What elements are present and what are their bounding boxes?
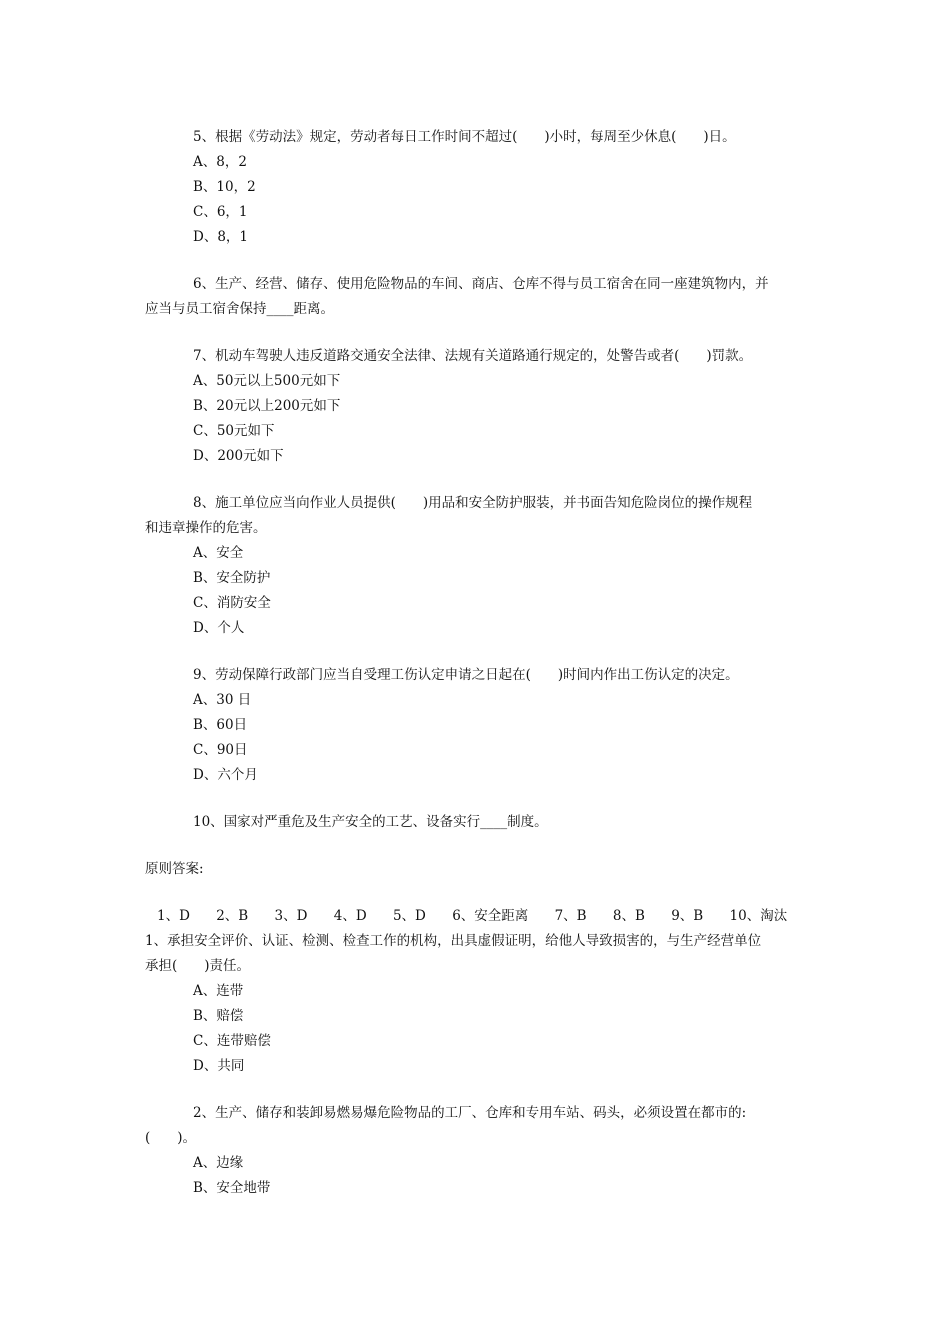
answer-item: 9、B [671, 908, 704, 924]
question-8-option-c: C、消防安全 [193, 595, 271, 611]
question-9-option-a: A、30 日 [193, 692, 252, 708]
question-5-option-d: D、8，1 [193, 229, 249, 245]
part2-question-2-option-b: B、安全地带 [193, 1180, 271, 1196]
question-8-text: 8、施工单位应当向作业人员提供( )用品和安全防护服装，并书面告知危险岗位的操作规程 [193, 495, 753, 511]
question-8-option-b: B、安全防护 [193, 570, 271, 586]
question-5-text: 5、根据《劳动法》规定，劳动者每日工作时间不超过( )小时，每周至少休息( )日。 [193, 129, 736, 145]
answer-item: 2、B [216, 908, 249, 924]
question-9-option-b: B、60日 [193, 717, 248, 733]
answer-item: 5、D [392, 908, 426, 924]
question-8-option-d: D、个人 [193, 620, 245, 636]
part2-question-1-option-b: B、赔偿 [193, 1008, 244, 1024]
part2-question-1-option-a: A、连带 [193, 983, 244, 999]
answer-heading: 原则答案: [145, 861, 204, 877]
answer-item: 1、D [157, 908, 190, 924]
question-7-option-d: D、200元如下 [193, 448, 284, 464]
question-7-option-c: C、50元如下 [193, 423, 275, 439]
question-5-option-b: B、10，2 [193, 179, 256, 195]
answer-item: 3、D [274, 908, 308, 924]
question-9-option-d: D、六个月 [193, 767, 258, 783]
part2-question-2-option-a: A、边缘 [193, 1155, 244, 1171]
answer-list [157, 907, 827, 925]
question-7-option-b: B、20元以上200元如下 [193, 398, 341, 414]
question-9-text: 9、劳动保障行政部门应当自受理工伤认定申请之日起在( )时间内作出工伤认定的决定。 [193, 667, 739, 683]
question-5-option-c: C、6，1 [193, 204, 248, 220]
answer-item: 10、淘汰 [729, 908, 788, 924]
question-7-text: 7、机动车驾驶人违反道路交通安全法律、法规有关道路通行规定的，处警告或者( )罚款。 [193, 348, 753, 364]
question-7-option-a: A、50元以上500元如下 [193, 373, 341, 389]
part2-question-2-text: 2、生产、储存和装卸易燃易爆危险物品的工厂、仓库和专用车站、码头，必须设置在都市的: [193, 1105, 747, 1121]
question-8-option-a: A、安全 [193, 545, 244, 561]
question-5-option-a: A、8，2 [193, 154, 247, 170]
question-9-option-c: C、90日 [193, 742, 248, 758]
answer-item: 6、安全距离 [452, 908, 529, 924]
question-6-text-cont: 应当与员工宿舍保持____距离。 [145, 301, 334, 317]
part2-question-1-text: 1、承担安全评价、认证、检测、检查工作的机构，出具虚假证明，给他人导致损害的，与生产经营单位 [145, 933, 762, 949]
part2-question-2-text-cont: ( )。 [145, 1130, 197, 1146]
answer-item: 7、B [554, 908, 587, 924]
part2-question-1-option-d: D、共同 [193, 1058, 245, 1074]
answer-item: 4、D [333, 908, 367, 924]
question-10-text: 10、国家对严重危及生产安全的工艺、设备实行____制度。 [193, 814, 548, 830]
part2-question-1-text-cont: 承担( )责任。 [145, 958, 251, 974]
part2-question-1-option-c: C、连带赔偿 [193, 1033, 271, 1049]
question-8-text-cont: 和违章操作的危害。 [145, 520, 267, 536]
answer-item: 8、B [612, 908, 645, 924]
question-6-text: 6、生产、经营、储存、使用危险物品的车间、商店、仓库不得与员工宿舍在同一座建筑物内，并 [193, 276, 769, 292]
